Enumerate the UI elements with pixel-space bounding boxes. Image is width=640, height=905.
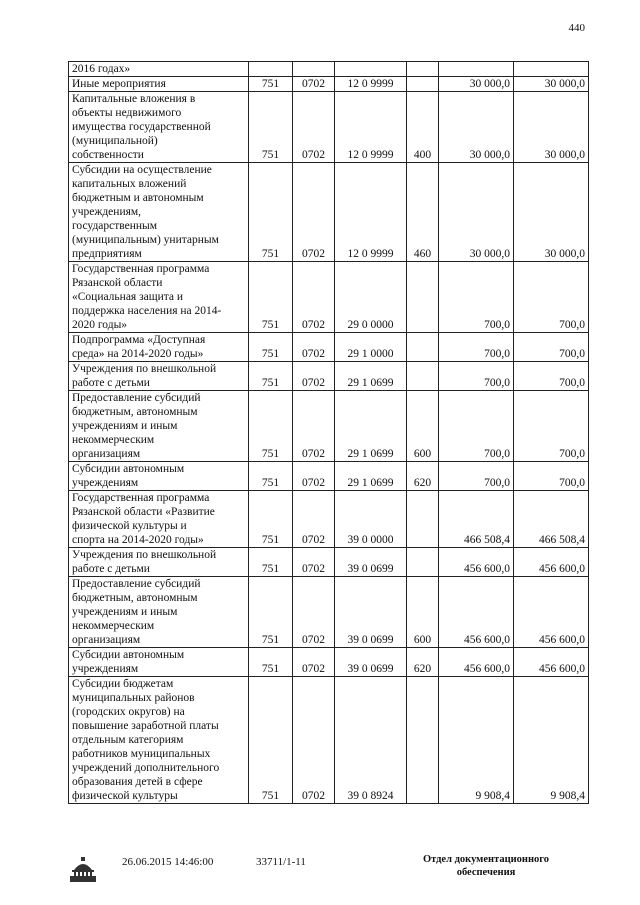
cell-target-article: 29 1 0699 xyxy=(335,391,407,462)
cell-section-code: 0702 xyxy=(293,648,335,677)
page-number: 440 xyxy=(568,22,585,34)
cell-name-line: имущества государственной xyxy=(72,121,211,133)
table-row xyxy=(69,163,589,262)
cell-name-line: организациям xyxy=(72,634,141,646)
cell-amount-2 xyxy=(514,62,589,77)
cell-amount-1: 700,0 xyxy=(439,362,514,391)
table-row xyxy=(69,577,589,648)
cell-name-line: бюджетным и автономным xyxy=(72,192,204,204)
cell-amount-2: 700,0 xyxy=(514,362,589,391)
cell-name-line: (городских округов) на xyxy=(72,706,185,718)
table-row xyxy=(69,548,589,577)
cell-name-line: работников муниципальных xyxy=(72,748,211,760)
footer-document-code: 33711/1-11 xyxy=(256,856,306,868)
cell-name-line: государственным xyxy=(72,220,158,232)
table-row xyxy=(69,677,589,804)
cell-expense-type: 600 xyxy=(407,577,439,648)
cell-name-line: организациям xyxy=(72,448,141,460)
cell-ved-code: 751 xyxy=(249,362,293,391)
cell-amount-2: 466 508,4 xyxy=(514,491,589,548)
cell-amount-2: 30 000,0 xyxy=(514,92,589,163)
table-row xyxy=(69,333,589,362)
cell-expense-type xyxy=(407,333,439,362)
cell-expense-type xyxy=(407,677,439,804)
cell-amount-2: 30 000,0 xyxy=(514,163,589,262)
cell-section-code: 0702 xyxy=(293,333,335,362)
table-row xyxy=(69,362,589,391)
footer-department-line1: Отдел документационного xyxy=(422,854,550,865)
cell-name-line: поддержка населения на 2014- xyxy=(72,305,222,317)
cell-target-article: 39 0 0000 xyxy=(335,491,407,548)
cell-name-line: Предоставление субсидий xyxy=(72,392,201,404)
cell-name-line: 2016 годах» xyxy=(72,63,131,75)
cell-amount-1 xyxy=(439,62,514,77)
cell-section-code: 0702 xyxy=(293,677,335,804)
cell-ved-code: 751 xyxy=(249,648,293,677)
cell-target-article: 39 0 0699 xyxy=(335,648,407,677)
cell-name-line: Подпрограмма «Доступная xyxy=(72,334,206,346)
cell-target-article xyxy=(335,62,407,77)
cell-target-article: 29 0 0000 xyxy=(335,262,407,333)
cell-name-line: объекты недвижимого xyxy=(72,107,182,119)
table-row xyxy=(69,391,589,462)
cell-target-article: 39 0 0699 xyxy=(335,548,407,577)
cell-amount-2: 456 600,0 xyxy=(514,648,589,677)
cell-ved-code: 751 xyxy=(249,262,293,333)
cell-target-article: 39 0 0699 xyxy=(335,577,407,648)
cell-ved-code: 751 xyxy=(249,577,293,648)
cell-name-line: Учреждения по внешкольной xyxy=(72,363,217,375)
cell-expense-type: 600 xyxy=(407,391,439,462)
cell-name-line: (муниципальной) xyxy=(72,135,158,147)
cell-name xyxy=(69,77,249,92)
cell-name-line: учреждениям xyxy=(72,477,139,489)
cell-section-code: 0702 xyxy=(293,491,335,548)
cell-ved-code xyxy=(249,62,293,77)
cell-ved-code: 751 xyxy=(249,548,293,577)
cell-amount-2: 700,0 xyxy=(514,462,589,491)
cell-name-line: муниципальных районов xyxy=(72,692,195,704)
table-row xyxy=(69,491,589,548)
cell-section-code: 0702 xyxy=(293,77,335,92)
cell-section-code: 0702 xyxy=(293,391,335,462)
cell-ved-code: 751 xyxy=(249,462,293,491)
cell-name-line: Субсидии автономным xyxy=(72,649,185,661)
cell-amount-1: 700,0 xyxy=(439,391,514,462)
cell-name-line: Субсидии автономным xyxy=(72,463,185,475)
table-body xyxy=(69,62,589,804)
cell-expense-type xyxy=(407,62,439,77)
cell-name xyxy=(69,548,249,577)
cell-target-article: 12 0 9999 xyxy=(335,77,407,92)
cell-amount-1: 700,0 xyxy=(439,333,514,362)
cell-name-line: некоммерческим xyxy=(72,620,155,632)
cell-name-line: физической культуры и xyxy=(72,520,187,532)
cell-amount-2: 30 000,0 xyxy=(514,77,589,92)
cell-name xyxy=(69,677,249,804)
cell-name-line: учреждениям и иным xyxy=(72,606,178,618)
cell-name-line: спорта на 2014-2020 годы» xyxy=(72,534,204,546)
cell-amount-2: 700,0 xyxy=(514,262,589,333)
cell-amount-1: 30 000,0 xyxy=(439,77,514,92)
cell-ved-code: 751 xyxy=(249,163,293,262)
cell-name-line: Субсидии на осуществление xyxy=(72,164,212,176)
cell-name-line: отдельным категориям xyxy=(72,734,184,746)
cell-expense-type xyxy=(407,77,439,92)
cell-name-line: (муниципальным) унитарным xyxy=(72,234,219,246)
cell-name-line: Иные мероприятия xyxy=(72,78,166,90)
cell-amount-2: 456 600,0 xyxy=(514,577,589,648)
cell-name-line: предприятиям xyxy=(72,248,142,260)
cell-target-article: 29 1 0699 xyxy=(335,362,407,391)
cell-amount-1: 30 000,0 xyxy=(439,92,514,163)
cell-name-line: учреждениям и иным xyxy=(72,420,178,432)
cell-expense-type: 620 xyxy=(407,462,439,491)
cell-ved-code: 751 xyxy=(249,491,293,548)
cell-ved-code: 751 xyxy=(249,77,293,92)
cell-name-line: 2020 годы» xyxy=(72,319,128,331)
footer-department xyxy=(412,853,560,879)
footer-department-line2: обеспечения xyxy=(456,867,516,878)
cell-name-line: «Социальная защита и xyxy=(72,291,184,303)
cell-expense-type xyxy=(407,262,439,333)
cell-ved-code: 751 xyxy=(249,677,293,804)
cell-name-line: учреждений дополнительного xyxy=(72,762,220,774)
table-row xyxy=(69,262,589,333)
cell-ved-code: 751 xyxy=(249,391,293,462)
cell-amount-1: 456 600,0 xyxy=(439,548,514,577)
cell-expense-type: 460 xyxy=(407,163,439,262)
footer-date: 26.06.2015 14:46:00 xyxy=(122,856,214,868)
cell-name-line: Капитальные вложения в xyxy=(72,93,196,105)
cell-name-line: Рязанской области «Развитие xyxy=(72,506,215,518)
cell-amount-2: 700,0 xyxy=(514,333,589,362)
cell-name xyxy=(69,491,249,548)
cell-target-article: 29 1 0699 xyxy=(335,462,407,491)
cell-name xyxy=(69,92,249,163)
cell-name-line: Рязанской области xyxy=(72,277,163,289)
table-row xyxy=(69,77,589,92)
cell-section-code: 0702 xyxy=(293,362,335,391)
page-footer xyxy=(0,848,640,888)
cell-name-line: некоммерческим xyxy=(72,434,155,446)
cell-amount-1: 456 600,0 xyxy=(439,648,514,677)
cell-amount-1: 30 000,0 xyxy=(439,163,514,262)
cell-name xyxy=(69,62,249,77)
cell-amount-2: 456 600,0 xyxy=(514,548,589,577)
cell-name-line: среда» на 2014-2020 годы» xyxy=(72,348,204,360)
cell-section-code: 0702 xyxy=(293,462,335,491)
cell-name xyxy=(69,333,249,362)
cell-target-article: 39 0 8924 xyxy=(335,677,407,804)
cell-expense-type xyxy=(407,362,439,391)
cell-name-line: повышение заработной платы xyxy=(72,720,219,732)
cell-name-line: работе с детьми xyxy=(72,563,150,575)
budget-table xyxy=(68,61,589,804)
cell-section-code: 0702 xyxy=(293,262,335,333)
duma-logo xyxy=(68,856,98,882)
cell-amount-1: 700,0 xyxy=(439,262,514,333)
cell-name xyxy=(69,391,249,462)
cell-name-line: физической культуры xyxy=(72,790,178,802)
cell-section-code: 0702 xyxy=(293,577,335,648)
cell-amount-1: 9 908,4 xyxy=(439,677,514,804)
cell-name xyxy=(69,462,249,491)
table-row xyxy=(69,92,589,163)
cell-name-line: капитальных вложений xyxy=(72,178,187,190)
cell-expense-type xyxy=(407,548,439,577)
cell-target-article: 12 0 9999 xyxy=(335,92,407,163)
cell-name-line: работе с детьми xyxy=(72,377,150,389)
cell-amount-2: 9 908,4 xyxy=(514,677,589,804)
cell-name-line: учреждениям, xyxy=(72,206,142,218)
cell-name-line: Государственная программа xyxy=(72,492,210,504)
cell-expense-type: 400 xyxy=(407,92,439,163)
cell-amount-1: 700,0 xyxy=(439,462,514,491)
cell-name xyxy=(69,163,249,262)
cell-section-code: 0702 xyxy=(293,92,335,163)
cell-target-article: 12 0 9999 xyxy=(335,163,407,262)
cell-section-code: 0702 xyxy=(293,548,335,577)
cell-name xyxy=(69,648,249,677)
cell-expense-type: 620 xyxy=(407,648,439,677)
cell-name xyxy=(69,577,249,648)
cell-name xyxy=(69,362,249,391)
cell-amount-2: 700,0 xyxy=(514,391,589,462)
cell-ved-code: 751 xyxy=(249,92,293,163)
cell-target-article: 29 1 0000 xyxy=(335,333,407,362)
cell-name xyxy=(69,262,249,333)
table-row xyxy=(69,62,589,77)
cell-amount-1: 456 600,0 xyxy=(439,577,514,648)
cell-section-code: 0702 xyxy=(293,163,335,262)
cell-name-line: Учреждения по внешкольной xyxy=(72,549,217,561)
cell-name-line: собственности xyxy=(72,149,144,161)
cell-name-line: образования детей в сфере xyxy=(72,776,203,788)
cell-ved-code: 751 xyxy=(249,333,293,362)
cell-section-code xyxy=(293,62,335,77)
cell-name-line: бюджетным, автономным xyxy=(72,406,198,418)
table-row xyxy=(69,462,589,491)
cell-name-line: Предоставление субсидий xyxy=(72,578,201,590)
cell-amount-1: 466 508,4 xyxy=(439,491,514,548)
cell-name-line: Государственная программа xyxy=(72,263,210,275)
cell-name-line: учреждениям xyxy=(72,663,139,675)
cell-name-line: Субсидии бюджетам xyxy=(72,678,174,690)
cell-expense-type xyxy=(407,491,439,548)
cell-name-line: бюджетным, автономным xyxy=(72,592,198,604)
table-row xyxy=(69,648,589,677)
